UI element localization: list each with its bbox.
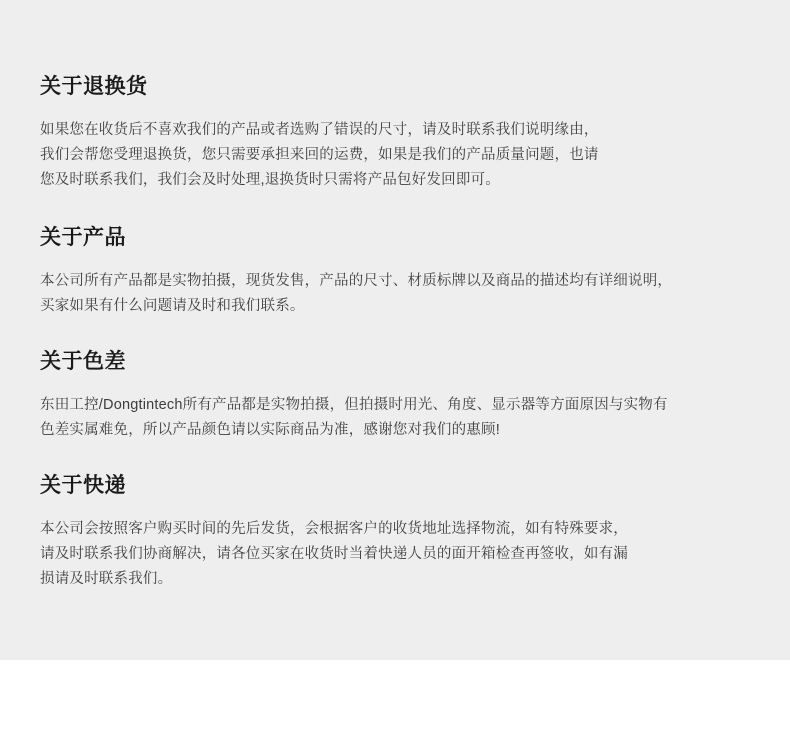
section-color — [40, 347, 754, 443]
section-express-title: 关于快递 — [40, 474, 126, 497]
section-express-body — [40, 517, 754, 592]
section-returns-body — [40, 118, 754, 193]
section-color-line-2: 色差实属难免，所以产品颜色请以实际商品为准，感谢您对我们的惠顾! — [40, 422, 500, 438]
section-returns-line-3: 您及时联系我们，我们会及时处理,退换货时只需将产品包好发回即可。 — [40, 172, 500, 188]
section-returns-title: 关于退换货 — [40, 75, 148, 98]
section-product — [40, 223, 754, 319]
section-express-line-2: 请及时联系我们协商解决，请各位买家在收货时当着快递人员的面开箱检查再签收，如有漏 — [40, 546, 628, 562]
section-product-body — [40, 269, 754, 319]
section-returns-line-1: 如果您在收货后不喜欢我们的产品或者选购了错误的尺寸，请及时联系我们说明缘由， — [40, 122, 599, 138]
section-express — [40, 471, 754, 592]
section-color-body — [40, 393, 754, 443]
info-content — [40, 72, 754, 592]
section-product-line-2: 买家如果有什么问题请及时和我们联系。 — [40, 298, 305, 314]
section-color-title: 关于色差 — [40, 350, 126, 373]
section-returns-line-2: 我们会帮您受理退换货，您只需要承担来回的运费，如果是我们的产品质量问题，也请 — [40, 147, 599, 163]
section-product-line-1: 本公司所有产品都是实物拍摄，现货发售，产品的尺寸、材质标牌以及商品的描述均有详细说明， — [40, 273, 673, 289]
section-returns — [40, 72, 754, 193]
section-color-line-1: 东田工控/Dongtintech所有产品都是实物拍摄，但拍摄时用光、角度、显示器等方面原因与实物有 — [40, 397, 668, 413]
section-express-line-3: 损请及时联系我们。 — [40, 571, 173, 587]
section-product-title: 关于产品 — [40, 226, 126, 249]
footer-whitespace — [0, 660, 790, 737]
section-express-line-1: 本公司会按照客户购买时间的先后发货，会根据客户的收货地址选择物流，如有特殊要求， — [40, 521, 628, 537]
